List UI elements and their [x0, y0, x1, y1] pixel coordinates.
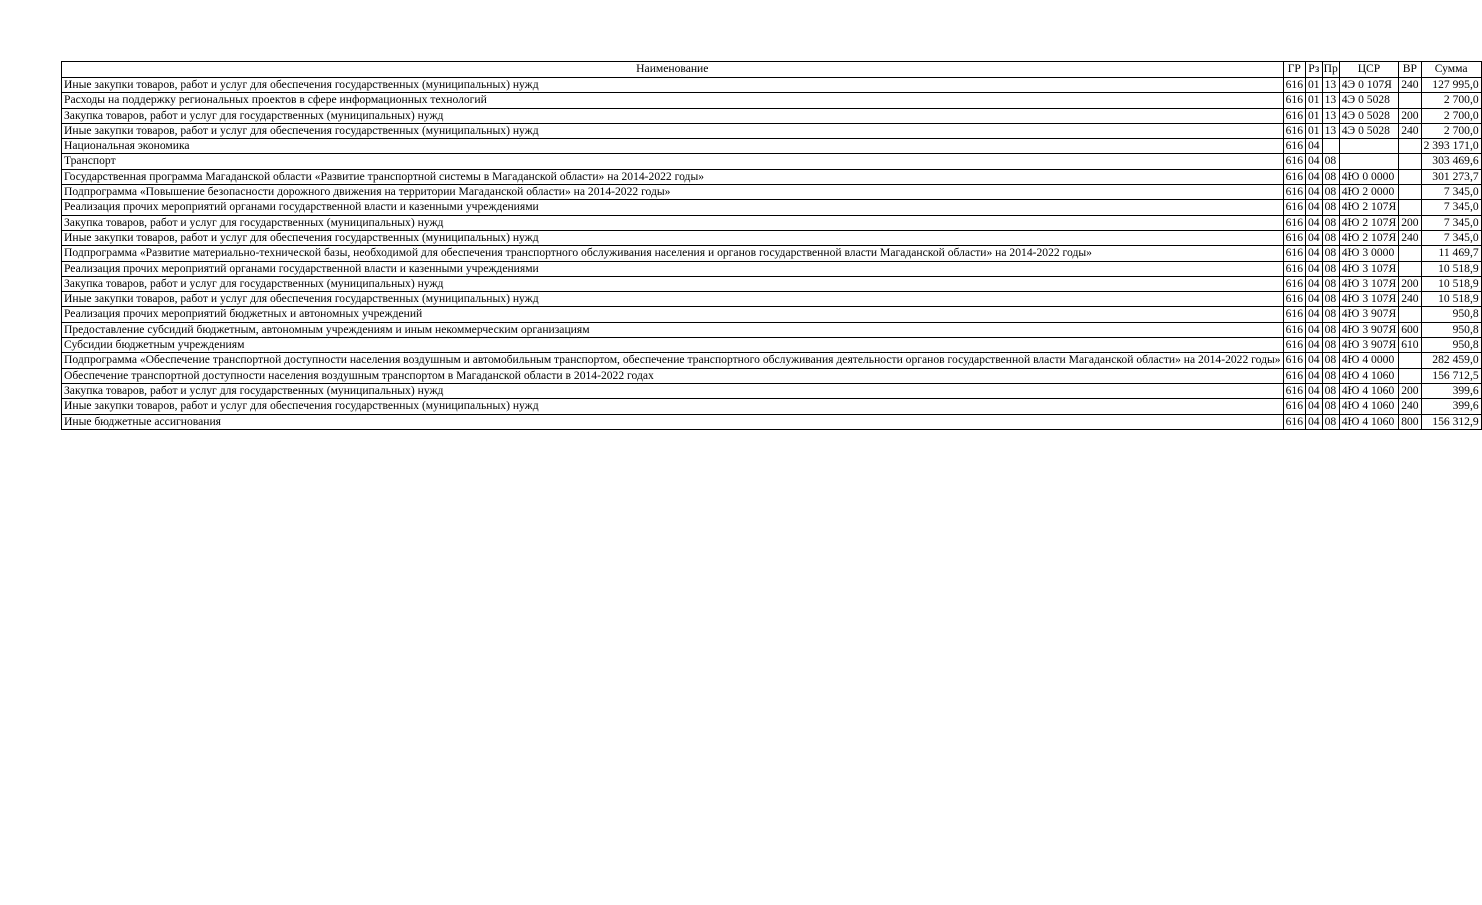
row-sum: 10 518,9	[1421, 292, 1481, 307]
row-rz: 04	[1305, 368, 1322, 383]
row-csr: 4Ю 4 1060	[1339, 368, 1398, 383]
table-row	[62, 93, 1482, 108]
row-gr: 616	[1283, 139, 1305, 154]
row-gr: 616	[1283, 307, 1305, 322]
row-csr: 4Ю 2 107Я	[1339, 230, 1398, 245]
table-row	[62, 322, 1482, 337]
row-sum: 399,6	[1421, 399, 1481, 414]
row-csr: 4Ю 4 1060	[1339, 399, 1398, 414]
row-rz: 04	[1305, 353, 1322, 368]
table-row	[62, 139, 1482, 154]
header-csr: ЦСР	[1339, 62, 1398, 78]
row-name: Национальная экономика	[62, 139, 1284, 154]
row-name: Иные бюджетные ассигнования	[62, 414, 1284, 429]
row-vr: 200	[1399, 108, 1421, 123]
row-sum: 156 312,9	[1421, 414, 1481, 429]
row-csr: 4Ю 3 907Я	[1339, 307, 1398, 322]
row-pr: 08	[1322, 399, 1339, 414]
row-gr: 616	[1283, 230, 1305, 245]
row-rz: 04	[1305, 169, 1322, 184]
row-pr: 08	[1322, 292, 1339, 307]
row-rz: 04	[1305, 322, 1322, 337]
row-vr: 600	[1399, 322, 1421, 337]
header-sum: Сумма	[1421, 62, 1481, 78]
row-vr: 240	[1399, 78, 1421, 93]
row-vr	[1399, 139, 1421, 154]
row-name: Реализация прочих мероприятий органами государственной власти и казенными учреждениями	[62, 261, 1284, 276]
table-row	[62, 246, 1482, 261]
row-pr: 08	[1322, 185, 1339, 200]
row-csr: 4Ю 4 1060	[1339, 383, 1398, 398]
row-name: Закупка товаров, работ и услуг для государственных (муниципальных) нужд	[62, 383, 1284, 398]
row-pr: 08	[1322, 169, 1339, 184]
row-name: Подпрограмма «Повышение безопасности дорожного движения на территории Магаданской области» на 2014-2022 годы»	[62, 185, 1284, 200]
row-name: Закупка товаров, работ и услуг для государственных (муниципальных) нужд	[62, 215, 1284, 230]
row-gr: 616	[1283, 123, 1305, 138]
table-row	[62, 276, 1482, 291]
row-gr: 616	[1283, 276, 1305, 291]
row-sum: 10 518,9	[1421, 276, 1481, 291]
row-rz: 04	[1305, 154, 1322, 169]
header-name: Наименование	[62, 62, 1284, 78]
row-name: Закупка товаров, работ и услуг для государственных (муниципальных) нужд	[62, 276, 1284, 291]
row-pr: 08	[1322, 200, 1339, 215]
row-rz: 04	[1305, 215, 1322, 230]
row-gr: 616	[1283, 368, 1305, 383]
row-csr: 4Ю 2 107Я	[1339, 215, 1398, 230]
row-name: Транспорт	[62, 154, 1284, 169]
table-row	[62, 230, 1482, 245]
row-rz: 04	[1305, 139, 1322, 154]
row-name: Расходы на поддержку региональных проектов в сфере информационных технологий	[62, 93, 1284, 108]
row-name: Иные закупки товаров, работ и услуг для обеспечения государственных (муниципальных) нужд	[62, 292, 1284, 307]
row-sum: 950,8	[1421, 307, 1481, 322]
table-row	[62, 414, 1482, 429]
row-pr: 08	[1322, 154, 1339, 169]
row-vr: 240	[1399, 230, 1421, 245]
row-name: Иные закупки товаров, работ и услуг для обеспечения государственных (муниципальных) нужд	[62, 399, 1284, 414]
row-name: Реализация прочих мероприятий бюджетных и автономных учреждений	[62, 307, 1284, 322]
row-pr: 13	[1322, 108, 1339, 123]
row-vr	[1399, 200, 1421, 215]
table-row	[62, 383, 1482, 398]
row-vr: 240	[1399, 123, 1421, 138]
row-pr: 08	[1322, 307, 1339, 322]
row-rz: 04	[1305, 230, 1322, 245]
table-row	[62, 108, 1482, 123]
table-row	[62, 292, 1482, 307]
row-gr: 616	[1283, 353, 1305, 368]
table-row	[62, 169, 1482, 184]
row-vr	[1399, 307, 1421, 322]
row-rz: 01	[1305, 108, 1322, 123]
row-gr: 616	[1283, 338, 1305, 353]
row-rz: 04	[1305, 246, 1322, 261]
row-sum: 7 345,0	[1421, 230, 1481, 245]
row-csr: 4Ю 2 0000	[1339, 185, 1398, 200]
row-csr: 4Э 0 5028	[1339, 93, 1398, 108]
row-csr: 4Э 0 5028	[1339, 108, 1398, 123]
table-row	[62, 368, 1482, 383]
row-gr: 616	[1283, 78, 1305, 93]
row-pr: 08	[1322, 276, 1339, 291]
row-csr: 4Ю 3 0000	[1339, 246, 1398, 261]
row-gr: 616	[1283, 246, 1305, 261]
row-pr: 08	[1322, 215, 1339, 230]
row-csr: 4Ю 3 107Я	[1339, 261, 1398, 276]
row-sum: 11 469,7	[1421, 246, 1481, 261]
budget-table	[61, 61, 1482, 430]
row-pr: 08	[1322, 230, 1339, 245]
row-vr: 240	[1399, 399, 1421, 414]
row-gr: 616	[1283, 399, 1305, 414]
row-vr	[1399, 261, 1421, 276]
table-row	[62, 353, 1482, 368]
table-row	[62, 261, 1482, 276]
table-row	[62, 78, 1482, 93]
row-gr: 616	[1283, 215, 1305, 230]
row-gr: 616	[1283, 169, 1305, 184]
row-name: Субсидии бюджетным учреждениям	[62, 338, 1284, 353]
row-csr	[1339, 154, 1398, 169]
row-rz: 04	[1305, 261, 1322, 276]
header-gr: ГР	[1283, 62, 1305, 78]
row-name: Иные закупки товаров, работ и услуг для обеспечения государственных (муниципальных) нужд	[62, 78, 1284, 93]
row-pr: 13	[1322, 93, 1339, 108]
row-rz: 04	[1305, 383, 1322, 398]
row-vr: 200	[1399, 383, 1421, 398]
row-pr: 08	[1322, 368, 1339, 383]
row-rz: 01	[1305, 123, 1322, 138]
row-sum: 950,8	[1421, 322, 1481, 337]
row-rz: 04	[1305, 399, 1322, 414]
row-gr: 616	[1283, 322, 1305, 337]
row-vr	[1399, 93, 1421, 108]
table-row	[62, 123, 1482, 138]
row-gr: 616	[1283, 185, 1305, 200]
row-csr: 4Ю 4 1060	[1339, 414, 1398, 429]
row-pr: 08	[1322, 414, 1339, 429]
header-rz: Рз	[1305, 62, 1322, 78]
table-row	[62, 215, 1482, 230]
row-vr: 610	[1399, 338, 1421, 353]
row-name: Реализация прочих мероприятий органами государственной власти и казенными учреждениями	[62, 200, 1284, 215]
row-rz: 04	[1305, 200, 1322, 215]
row-name: Подпрограмма «Обеспечение транспортной доступности населения воздушным и автомобильным транспортом, обеспечение транспортного обслуживания деятельности органов государственной власти Магаданской области» на 2014-2022 годы»	[62, 353, 1284, 368]
row-sum: 950,8	[1421, 338, 1481, 353]
row-sum: 7 345,0	[1421, 185, 1481, 200]
row-csr: 4Ю 4 0000	[1339, 353, 1398, 368]
row-name: Государственная программа Магаданской области «Развитие транспортной системы в Магаданской области» на 2014-2022 годы»	[62, 169, 1284, 184]
table-row	[62, 399, 1482, 414]
row-csr: 4Ю 3 907Я	[1339, 322, 1398, 337]
row-pr: 08	[1322, 353, 1339, 368]
header-pr: Пр	[1322, 62, 1339, 78]
row-gr: 616	[1283, 93, 1305, 108]
row-pr: 08	[1322, 338, 1339, 353]
row-rz: 04	[1305, 292, 1322, 307]
table-row	[62, 307, 1482, 322]
row-csr: 4Ю 2 107Я	[1339, 200, 1398, 215]
row-sum: 2 393 171,0	[1421, 139, 1481, 154]
row-gr: 616	[1283, 383, 1305, 398]
table-row	[62, 185, 1482, 200]
row-gr: 616	[1283, 154, 1305, 169]
header-vr: ВР	[1399, 62, 1421, 78]
row-pr: 08	[1322, 383, 1339, 398]
row-vr: 200	[1399, 276, 1421, 291]
row-sum: 2 700,0	[1421, 93, 1481, 108]
row-sum: 127 995,0	[1421, 78, 1481, 93]
row-rz: 04	[1305, 185, 1322, 200]
row-name: Иные закупки товаров, работ и услуг для обеспечения государственных (муниципальных) нужд	[62, 123, 1284, 138]
row-sum: 156 712,5	[1421, 368, 1481, 383]
row-rz: 04	[1305, 338, 1322, 353]
row-sum: 399,6	[1421, 383, 1481, 398]
row-sum: 303 469,6	[1421, 154, 1481, 169]
row-sum: 2 700,0	[1421, 123, 1481, 138]
row-vr	[1399, 154, 1421, 169]
row-pr: 08	[1322, 322, 1339, 337]
row-sum: 282 459,0	[1421, 353, 1481, 368]
table-row	[62, 338, 1482, 353]
row-vr	[1399, 368, 1421, 383]
row-vr	[1399, 246, 1421, 261]
row-rz: 04	[1305, 276, 1322, 291]
row-csr: 4Э 0 5028	[1339, 123, 1398, 138]
row-name: Обеспечение транспортной доступности населения воздушным транспортом в Магаданской области в 2014-2022 годах	[62, 368, 1284, 383]
row-rz: 04	[1305, 307, 1322, 322]
table-row	[62, 154, 1482, 169]
row-gr: 616	[1283, 261, 1305, 276]
row-sum: 7 345,0	[1421, 200, 1481, 215]
row-rz: 04	[1305, 414, 1322, 429]
row-name: Подпрограмма «Развитие материально-технической базы, необходимой для обеспечения транспортного обслуживания населения и органов государственной власти Магаданской области» на 2014-2022 годы»	[62, 246, 1284, 261]
row-sum: 10 518,9	[1421, 261, 1481, 276]
row-name: Закупка товаров, работ и услуг для государственных (муниципальных) нужд	[62, 108, 1284, 123]
row-gr: 616	[1283, 108, 1305, 123]
row-csr: 4Э 0 107Я	[1339, 78, 1398, 93]
row-pr: 08	[1322, 246, 1339, 261]
row-sum: 7 345,0	[1421, 215, 1481, 230]
row-csr: 4Ю 3 107Я	[1339, 276, 1398, 291]
row-pr: 13	[1322, 78, 1339, 93]
row-gr: 616	[1283, 414, 1305, 429]
row-gr: 616	[1283, 200, 1305, 215]
row-vr: 800	[1399, 414, 1421, 429]
table-row	[62, 200, 1482, 215]
row-pr	[1322, 139, 1339, 154]
row-name: Иные закупки товаров, работ и услуг для обеспечения государственных (муниципальных) нужд	[62, 230, 1284, 245]
row-rz: 01	[1305, 78, 1322, 93]
row-sum: 301 273,7	[1421, 169, 1481, 184]
row-csr: 4Ю 0 0000	[1339, 169, 1398, 184]
row-vr	[1399, 169, 1421, 184]
row-vr	[1399, 185, 1421, 200]
row-vr	[1399, 353, 1421, 368]
row-vr: 200	[1399, 215, 1421, 230]
row-gr: 616	[1283, 292, 1305, 307]
row-name: Предоставление субсидий бюджетным, автономным учреждениям и иным некоммерческим организациям	[62, 322, 1284, 337]
row-pr: 13	[1322, 123, 1339, 138]
row-pr: 08	[1322, 261, 1339, 276]
row-csr: 4Ю 3 107Я	[1339, 292, 1398, 307]
row-csr	[1339, 139, 1398, 154]
row-csr: 4Ю 3 907Я	[1339, 338, 1398, 353]
row-rz: 01	[1305, 93, 1322, 108]
row-sum: 2 700,0	[1421, 108, 1481, 123]
row-vr: 240	[1399, 292, 1421, 307]
table-header-row	[62, 62, 1482, 78]
